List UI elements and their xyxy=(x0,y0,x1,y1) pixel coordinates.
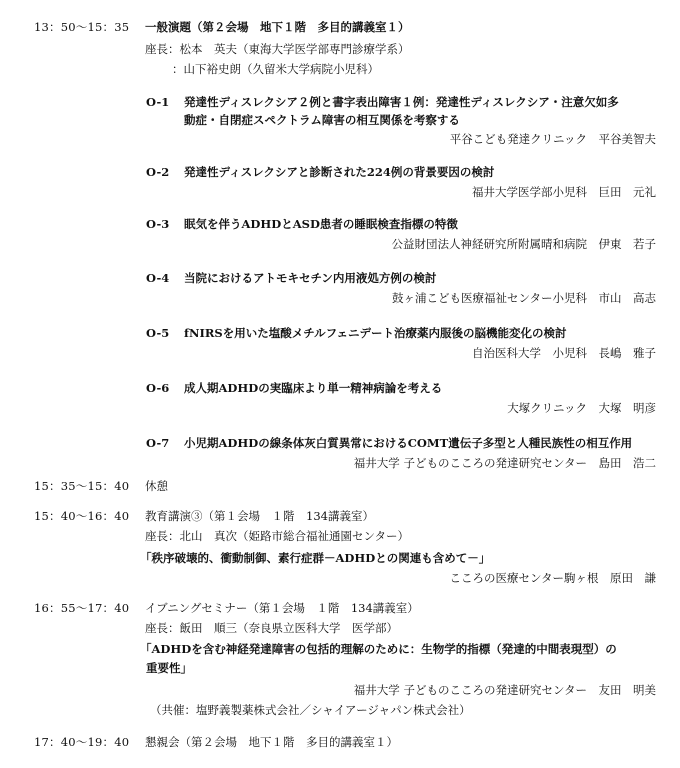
lecture-time: 15：40〜16：40 xyxy=(34,509,130,523)
presentation-number: O-5 xyxy=(146,326,170,340)
presentation-affiliation: 鼓ヶ浦こども医療福祉センター小児科 市山 高志 xyxy=(391,291,656,305)
presentation-number: O-3 xyxy=(146,217,170,231)
evening-time: 16：55〜17：40 xyxy=(34,601,130,615)
presentation-title: fNIRSを用いた塩酸メチルフェニデート治療薬内服後の脳機能変化の検討 xyxy=(184,326,567,340)
reception-title: 懇親会（第２会場 地下１階 多目的講義室１） xyxy=(145,735,398,749)
session-chair: 座長：松本 英夫（東海大学医学部専門診療学系） xyxy=(145,42,410,56)
break-time: 15：35〜15：40 xyxy=(34,479,130,493)
presentation-title: 眠気を伴うADHDとASD患者の睡眠検査指標の特徴 xyxy=(184,217,458,231)
presentation-title: 当院におけるアトモキセチン内用液処方例の検討 xyxy=(184,271,437,285)
presentation-number: O-6 xyxy=(146,381,170,395)
session-time: 13：50〜15：35 xyxy=(34,20,130,34)
lecture-speaker: こころの医療センター駒ヶ根 原田 謙 xyxy=(449,571,656,585)
presentation-affiliation: 福井大学 子どものこころの発達研究センター 島田 浩二 xyxy=(353,456,656,470)
presentation-affiliation: 福井大学医学部小児科 巨田 元礼 xyxy=(472,185,656,199)
evening-speaker: 福井大学 子どものこころの発達研究センター 友田 明美 xyxy=(353,683,656,697)
presentation-title: 発達性ディスレクシア２例と書字表出障害１例：発達性ディスレクシア・注意欠如多 xyxy=(184,95,619,109)
break-label: 休憩 xyxy=(145,479,168,493)
presentation-title: 小児期ADHDの線条体灰白質異常におけるCOMT遺伝子多型と人種民族性の相互作用 xyxy=(184,436,633,450)
presentation-affiliation: 大塚クリニック 大塚 明彦 xyxy=(507,401,656,415)
presentation-number: O-1 xyxy=(146,95,170,109)
presentation-title: 発達性ディスレクシアと診断された224例の背景要因の検討 xyxy=(184,165,495,179)
reception-time: 17：40〜19：40 xyxy=(34,735,130,749)
lecture-talk-title: 「秩序破壊的、衝動制御、素行症群－ADHDとの関連も含めて－」 xyxy=(140,551,491,565)
evening-talk-title: 「ADHDを含む神経発達障害の包括的理解のために：生物学的指標（発達的中間表現型）の xyxy=(140,642,617,656)
presentation-number: O-7 xyxy=(146,436,170,450)
presentation-title: 動症・自閉症スペクトラム障害の相互関係を考察する xyxy=(184,113,460,127)
lecture-chair: 座長：北山 真次（姫路市総合福祉通園センター） xyxy=(145,529,410,543)
evening-sponsor: （共催：塩野義製薬株式会社／シャイアージャパン株式会社） xyxy=(150,703,471,717)
session-title: 一般演題（第２会場 地下１階 多目的講義室１） xyxy=(145,20,410,34)
presentation-number: O-4 xyxy=(146,271,170,285)
presentation-affiliation: 公益財団法人神経研究所附属晴和病院 伊東 若子 xyxy=(391,237,656,251)
evening-title: イブニングセミナー（第１会場 １階 134講義室） xyxy=(145,601,419,615)
presentation-affiliation: 自治医科大学 小児科 長嶋 雅子 xyxy=(472,346,656,360)
evening-talk-title: 重要性」 xyxy=(146,661,192,675)
evening-chair: 座長：飯田 順三（奈良県立医科大学 医学部） xyxy=(145,621,398,635)
session-chair: ：山下裕史朗（久留米大学病院小児科） xyxy=(172,62,379,76)
presentation-affiliation: 平谷こども発達クリニック 平谷美智夫 xyxy=(449,132,656,146)
presentation-title: 成人期ADHDの実臨床より単一精神病論を考える xyxy=(184,381,443,395)
lecture-title: 教育講演③（第１会場 １階 134講義室） xyxy=(145,509,374,523)
presentation-number: O-2 xyxy=(146,165,170,179)
